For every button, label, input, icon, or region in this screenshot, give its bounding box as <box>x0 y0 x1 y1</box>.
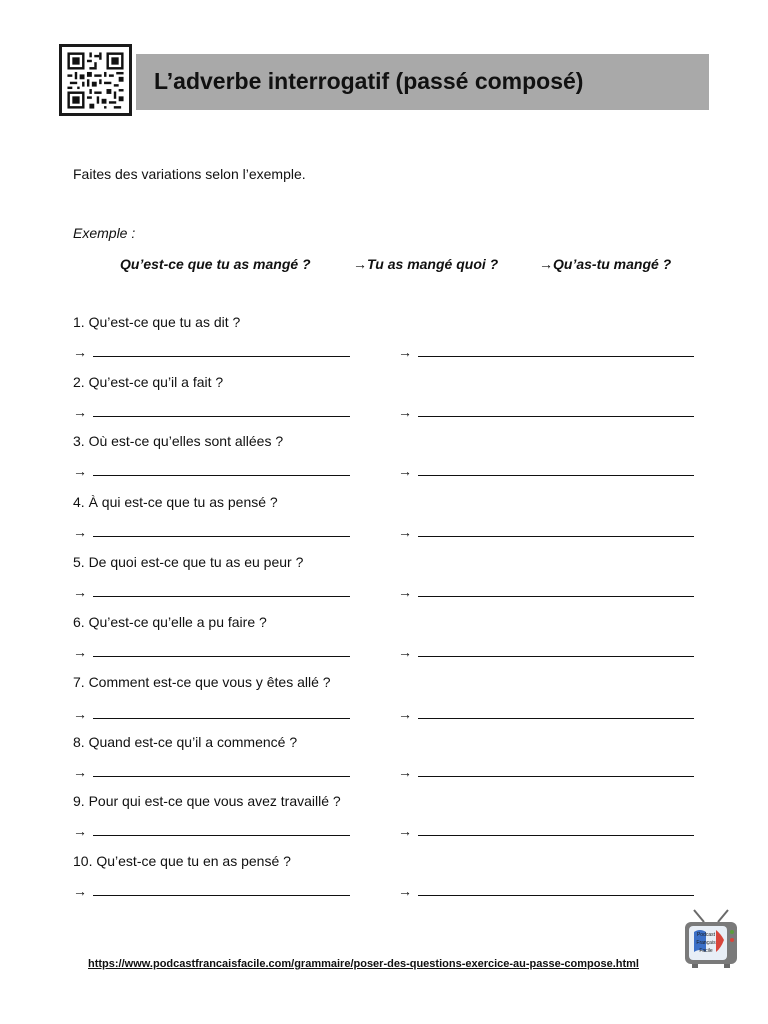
logo-text-1: Podcast <box>696 932 716 938</box>
answer-8a <box>73 764 350 780</box>
arrow-icon: → <box>73 764 87 780</box>
logo-text-3: Facile <box>699 948 713 954</box>
question-10: 10. Qu’est-ce que tu en as pensé ? <box>73 853 291 869</box>
answer-7a <box>73 706 350 722</box>
answer-line <box>93 406 350 417</box>
answer-5b <box>398 584 694 600</box>
answer-2a <box>73 404 350 420</box>
answer-line <box>418 766 694 777</box>
answer-3b <box>398 463 694 479</box>
arrow-icon: → <box>398 344 412 360</box>
qr-code-icon <box>65 50 126 111</box>
arrow-icon: → <box>398 764 412 780</box>
answer-9b <box>398 823 694 839</box>
arrow-icon: → <box>73 463 87 479</box>
arrow-icon: → <box>398 524 412 540</box>
answer-line <box>93 708 350 719</box>
answer-line <box>93 646 350 657</box>
answer-1b <box>398 344 694 360</box>
answer-line <box>418 885 694 896</box>
question-6: 6. Qu’est-ce qu’elle a pu faire ? <box>73 614 267 630</box>
tv-logo-icon <box>682 908 740 970</box>
answer-7b <box>398 706 694 722</box>
arrow-icon: → <box>73 644 87 660</box>
answer-line <box>93 825 350 836</box>
answer-1a <box>73 344 350 360</box>
question-8: 8. Quand est-ce qu’il a commencé ? <box>73 734 298 750</box>
logo-text-2: Français <box>696 940 716 946</box>
answer-6b <box>398 644 694 660</box>
answer-line <box>418 346 694 357</box>
answer-line <box>93 346 350 357</box>
example-variant-2: →Qu’as-tu mangé ? <box>539 256 672 272</box>
question-3: 3. Où est-ce qu’elles sont allées ? <box>73 433 284 449</box>
arrow-icon: → <box>398 463 412 479</box>
footer-link[interactable]: https://www.podcastfrancaisfacile.com/grammaire/poser-des-questions-exercice-au-passe-compose.html <box>88 958 639 970</box>
question-9: 9. Pour qui est-ce que vous avez travaillé ? <box>73 793 341 809</box>
answer-line <box>93 586 350 597</box>
arrow-icon: → <box>73 706 87 722</box>
answer-4b <box>398 524 694 540</box>
question-1: 1. Qu’est-ce que tu as dit ? <box>73 314 241 330</box>
answer-10b <box>398 883 694 899</box>
answer-line <box>418 406 694 417</box>
arrow-icon: → <box>73 524 87 540</box>
qr-code <box>59 44 132 116</box>
arrow-icon: → <box>398 584 412 600</box>
arrow-icon: → <box>73 823 87 839</box>
answer-line <box>418 825 694 836</box>
answer-line <box>93 465 350 476</box>
arrow-icon: → <box>73 404 87 420</box>
answer-5a <box>73 584 350 600</box>
example-original: Qu’est-ce que tu as mangé ? <box>120 256 311 272</box>
question-4: 4. À qui est-ce que tu as pensé ? <box>73 494 278 510</box>
answer-line <box>93 526 350 537</box>
answer-line <box>418 526 694 537</box>
arrow-icon: → <box>398 404 412 420</box>
answer-2b <box>398 404 694 420</box>
answer-line <box>93 885 350 896</box>
podcast-logo <box>682 908 740 970</box>
page-title: L’adverbe interrogatif (passé composé) <box>154 68 584 94</box>
answer-line <box>418 708 694 719</box>
arrow-icon: → <box>398 823 412 839</box>
example-label: Exemple : <box>73 225 136 241</box>
answer-line <box>418 646 694 657</box>
answer-line <box>418 465 694 476</box>
question-2: 2. Qu’est-ce qu’il a fait ? <box>73 374 224 390</box>
arrow-icon: → <box>73 883 87 899</box>
answer-4a <box>73 524 350 540</box>
question-5: 5. De quoi est-ce que tu as eu peur ? <box>73 554 304 570</box>
answer-9a <box>73 823 350 839</box>
answer-line <box>418 586 694 597</box>
arrow-icon: → <box>73 344 87 360</box>
question-7: 7. Comment est-ce que vous y êtes allé ? <box>73 674 331 690</box>
arrow-icon: → <box>73 584 87 600</box>
example-variant-1: →Tu as mangé quoi ? <box>353 256 499 272</box>
arrow-icon: → <box>398 644 412 660</box>
answer-3a <box>73 463 350 479</box>
answer-line <box>93 766 350 777</box>
arrow-icon: → <box>398 706 412 722</box>
answer-10a <box>73 883 350 899</box>
instruction-text: Faites des variations selon l’exemple. <box>73 166 306 182</box>
answer-6a <box>73 644 350 660</box>
arrow-icon: → <box>398 883 412 899</box>
answer-8b <box>398 764 694 780</box>
